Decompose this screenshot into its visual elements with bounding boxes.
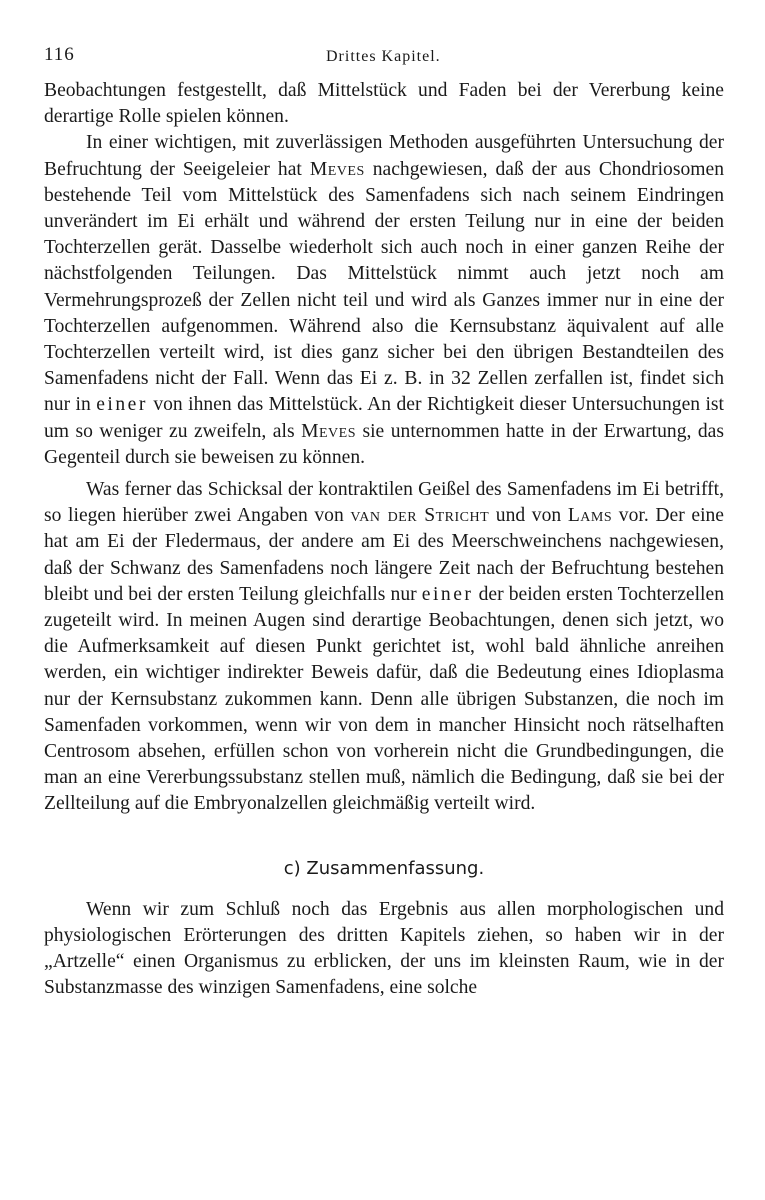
page-number: 116 <box>44 44 75 65</box>
author-name-van-der-stricht: van der Stricht <box>350 505 490 527</box>
paragraph-1-text: Beobachtungen festgestellt, daß Mittelstück und Faden bei der Vererbung keine derartige Rolle spielen können. <box>44 80 724 128</box>
paragraph-3-text-c: vor. Der eine hat am Ei der Fledermaus, der andere am Ei des Meerschweinchens nachgewiesen, daß der Schwanz des Samenfadens noch längere Zeit nach der Befruchtung bestehen bleibt und bei der ersten Teilung gleichfalls nur <box>44 505 725 605</box>
paragraph-2-text-a: In einer wichtigen, mit zuverlässigen Methoden ausgeführten Untersuchung der Befruchtung der Seeigeleier hat <box>44 132 724 180</box>
section-heading: c) Zusammenfassung. <box>283 857 485 879</box>
page-header <box>44 44 724 78</box>
paragraph-1 <box>44 78 724 130</box>
author-name-lams: Lams <box>567 505 613 527</box>
emphasis-einer: einer <box>96 394 148 416</box>
book-page <box>44 44 724 1002</box>
paragraph-2-text-b: nachgewiesen, daß der aus Chondriosomen bestehende Teil vom Mittelstück des Samenfadens sich nach seinem Eindringen unverändert im Ei erhält und während der ersten Teilung nur in eine der beiden Tochterzellen gerät. Dasselbe wiederholt sich auch noch in einer ganzen Reihe der nächstfolgenden Teilungen. Das Mittelstück nimmt auch jetzt noch am Vermehrungsprozeß der Zellen nicht teil und wird als Ganzes immer nur in eine der Tochterzellen aufgenommen. Während also die Kernsubstanz äquivalent auf alle Tochterzellen verteilt wird, ist dies ganz sicher bei den übrigen Bestandteilen des Samenfadens nicht der Fall. Wenn das Ei z. B. in 32 Zellen zerfallen ist, findet sich nur in <box>44 158 724 416</box>
paragraph-2-text-d: sie unternommen hatte in der Erwartung, das Gegenteil durch sie beweisen zu können. <box>44 420 725 468</box>
paragraph-4 <box>44 897 724 1002</box>
paragraph-2 <box>44 130 724 471</box>
paragraph-3-text-a: Was ferner das Schicksal der kontraktilen Geißel des Samenfadens im Ei betrifft, so liegen hierüber zwei Angaben von <box>44 479 724 527</box>
author-name-meves-2: Meves <box>301 420 356 442</box>
paragraph-4-text: Wenn wir zum Schluß noch das Ergebnis aus allen morphologischen und physiologischen Erörterungen des dritten Kapitels ziehen, so haben wir in der „Artzelle“ einen Organismus zu erblicken, der uns im kleinsten Raum, wie in der Substanzmasse des winzigen Samenfadens, eine solche <box>44 898 724 999</box>
paragraph-2-text-c: von ihnen das Mittelstück. An der Richtigkeit dieser Untersuchungen ist um so weniger zu zweifeln, als <box>44 394 725 442</box>
running-title: Drittes Kapitel. <box>326 48 441 65</box>
paragraph-3 <box>44 477 724 818</box>
author-name-meves: Meves <box>309 158 365 180</box>
paragraph-3-text-d: der beiden ersten Tochterzellen zugeteilt wird. In meinen Augen sind derartige Beobachtungen, denen sich jetzt, wo die Aufmerksamkeit auf diesen Punkt gerichtet ist, wohl bald ähnliche anreihen werden, ein wichtiger indirekter Beweis dafür, daß die Bedeutung eines Idioplasma nur der Kernsubstanz zukommen kann. Denn alle übrigen Substanzen, die noch im Samenfaden vorkommen, wenn wir von dem in mancher Hinsicht noch rätselhaften Centrosom absehen, erfüllen schon von vorherein nicht die Grundbedingungen, die man an eine Vererbungssubstanz stellen muß, nämlich die Bedingung, daß sie bei der Zellteilung auf die Embryonalzellen gleichmäßig verteilt wird. <box>44 583 724 815</box>
paragraph-3-text-b: und von <box>489 505 568 527</box>
emphasis-einer-2: einer <box>421 583 474 605</box>
